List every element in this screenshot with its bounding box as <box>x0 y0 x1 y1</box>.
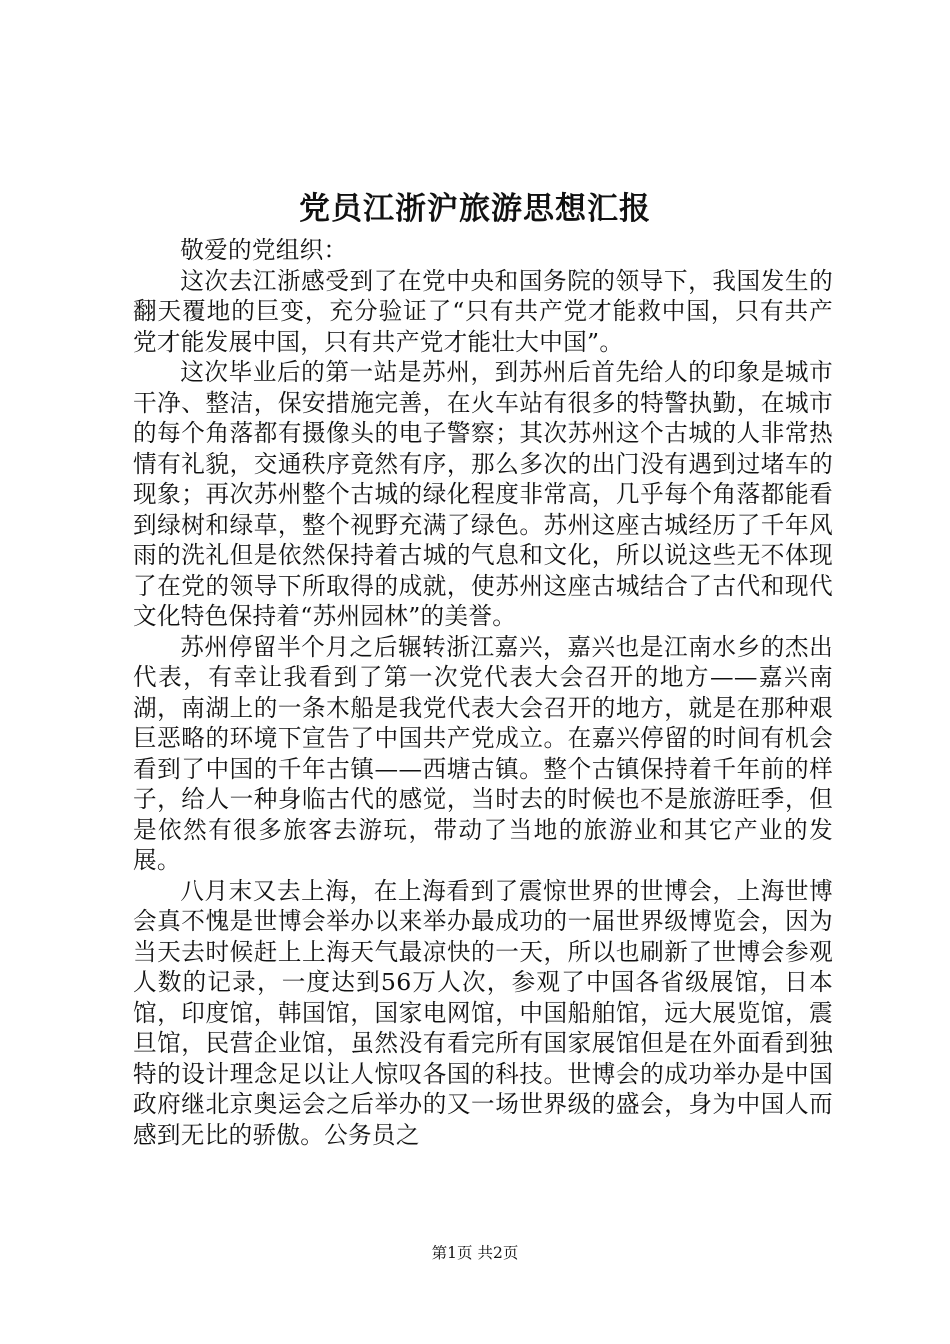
document-title: 党员江浙沪旅游思想汇报 <box>299 191 651 227</box>
document-body <box>133 235 833 1150</box>
paragraph-2: 这次毕业后的第一站是苏州，到苏州后首先给人的印象是城市干净、整洁，保安措施完善，在火车站有很多的特警执勤，在城市的每个角落都有摄像头的电子警察；其次苏州这个古城的人非常热情有礼貌，交通秩序竟然有序，那么多次的出门没有遇到过堵车的现象；再次苏州整个古城的绿化程度非常高，几乎每个角落都能看到绿树和绿草，整个视野充满了绿色。苏州这座古城经历了千年风雨的洗礼但是依然保持着古城的气息和文化，所以说这些无不体现了在党的领导下所取得的成就，使苏州这座古城结合了古代和现代文化特色保持着“苏州园林”的美誉。 <box>133 358 833 630</box>
paragraph-4: 八月末又去上海，在上海看到了震惊世界的世博会，上海世博会真不愧是世博会举办以来举办最成功的一届世界级博览会，因为当天去时候赶上上海天气最凉快的一天，所以也刷新了世博会参观人数的记录，一度达到56万人次，参观了中国各省级展馆，日本馆，印度馆，韩国馆，国家电网馆，中国船舶馆，远大展览馆，震旦馆，民营企业馆，虽然没有看完所有国家展馆但是在外面看到独特的设计理念足以让人惊叹各国的科技。世博会的成功举办是中国政府继北京奥运会之后举办的又一场世界级的盛会，身为中国人而感到无比的骄傲。公务员之 <box>133 876 833 1149</box>
paragraph-1: 这次去江浙感受到了在党中央和国务院的领导下，我国发生的翻天覆地的巨变，充分验证了“只有共产党才能救中国，只有共产党才能发展中国，只有共产党才能壮大中国”。 <box>133 266 833 356</box>
salutation: 敬爱的党组织： <box>180 236 348 264</box>
paragraph-3: 苏州停留半个月之后辗转浙江嘉兴，嘉兴也是江南水乡的杰出代表，有幸让我看到了第一次党代表大会召开的地方——嘉兴南湖，南湖上的一条木船是我党代表大会召开的地方，就是在那种艰巨恶略的环境下宣告了中国共产党成立。在嘉兴停留的时间有机会看到了中国的千年古镇——西塘古镇。整个古镇保持着千年前的样子，给人一种身临古代的感觉，当时去的时候也不是旅游旺季，但是依然有很多旅客去游玩，带动了当地的旅游业和其它产业的发展。 <box>133 632 833 874</box>
page-footer: 第1页 共2页 <box>431 1244 519 1262</box>
